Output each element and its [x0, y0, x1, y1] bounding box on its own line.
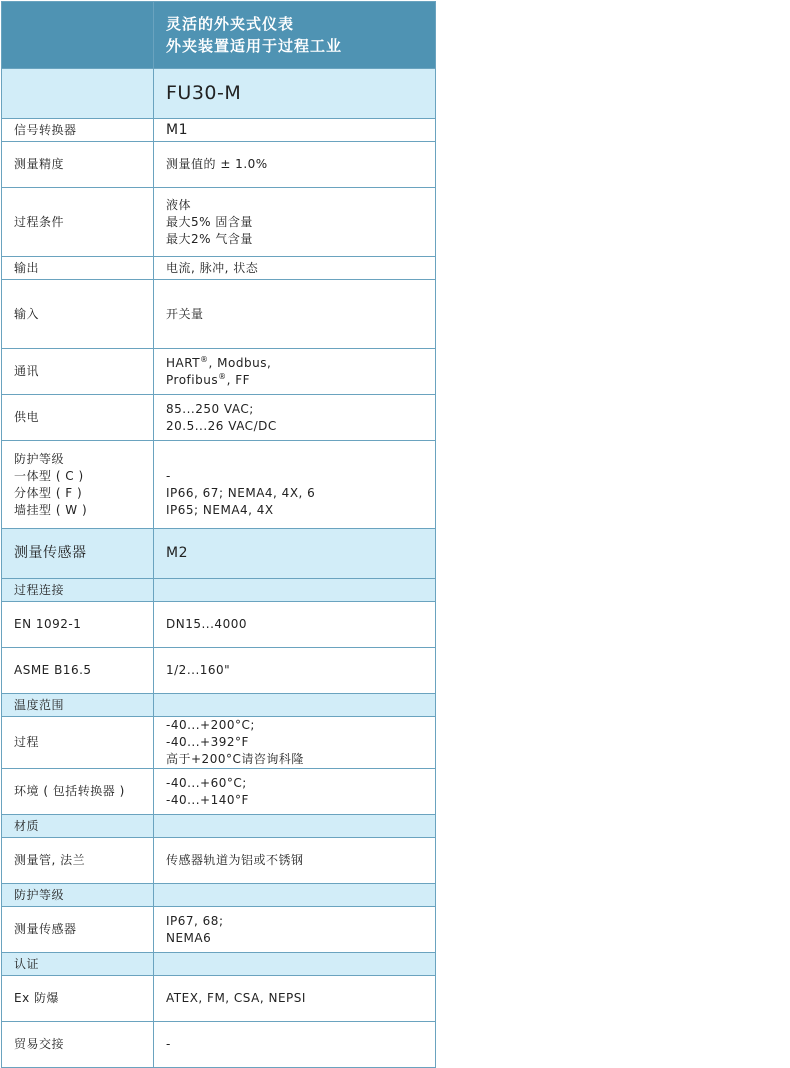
- row-label: 过程条件: [2, 188, 154, 257]
- row-label: 测量精度: [2, 142, 154, 188]
- row-value: 电流, 脉冲, 状态: [154, 257, 436, 280]
- row-value: 1/2...160": [154, 648, 436, 694]
- section-empty-cell: [154, 884, 436, 907]
- row-sensor: [2, 529, 436, 579]
- row-protection-sensor: [2, 907, 436, 953]
- row-custody: [2, 1022, 436, 1068]
- row-value: 85...250 VAC; 20.5...26 VAC/DC: [154, 395, 436, 441]
- row-label: 输出: [2, 257, 154, 280]
- row-ex: [2, 976, 436, 1022]
- row-temperature-range: [2, 694, 436, 717]
- row-value: IP67, 68; NEMA6: [154, 907, 436, 953]
- row-label: 过程: [2, 717, 154, 769]
- row-label: 防护等级 一体型 ( C ) 分体型 ( F ) 墙挂型 ( W ): [2, 441, 154, 529]
- row-label: 供电: [2, 395, 154, 441]
- row-tube-flange: [2, 838, 436, 884]
- section-empty-cell: [154, 815, 436, 838]
- registered-mark: ®: [218, 371, 227, 381]
- row-value: - IP66, 67; NEMA4, 4X, 6 IP65; NEMA4, 4X: [154, 441, 436, 529]
- section-empty-cell: [154, 694, 436, 717]
- model-name: FU30-M: [154, 69, 436, 119]
- row-label: 环境 ( 包括转换器 ): [2, 769, 154, 815]
- row-value: HART®, Modbus, Profibus®, FF: [154, 349, 436, 395]
- header-row: [2, 2, 436, 69]
- row-process-conditions: [2, 188, 436, 257]
- row-en1092: [2, 602, 436, 648]
- section-label: 材质: [2, 815, 154, 838]
- row-certification: [2, 953, 436, 976]
- row-value: 开关量: [154, 280, 436, 349]
- row-asme: [2, 648, 436, 694]
- row-value: 液体 最大5% 固含量 最大2% 气含量: [154, 188, 436, 257]
- row-value: DN15...4000: [154, 602, 436, 648]
- row-power: [2, 395, 436, 441]
- header-empty-cell: [2, 2, 154, 69]
- row-label: 测量传感器: [2, 529, 154, 579]
- row-communication: [2, 349, 436, 395]
- row-value: 测量值的 ± 1.0%: [154, 142, 436, 188]
- row-material: [2, 815, 436, 838]
- spec-table: [1, 1, 436, 1068]
- row-label: 输入: [2, 280, 154, 349]
- row-accuracy: [2, 142, 436, 188]
- row-label: 贸易交接: [2, 1022, 154, 1068]
- row-protection-converter: [2, 441, 436, 529]
- row-value: ATEX, FM, CSA, NEPSI: [154, 976, 436, 1022]
- section-label: 温度范围: [2, 694, 154, 717]
- model-empty-cell: [2, 69, 154, 119]
- section-label: 防护等级: [2, 884, 154, 907]
- section-label: 过程连接: [2, 579, 154, 602]
- row-ambient-temp: [2, 769, 436, 815]
- row-value: M1: [154, 119, 436, 142]
- row-label: 信号转换器: [2, 119, 154, 142]
- row-process-temp: [2, 717, 436, 769]
- row-protection-sensor-section: [2, 884, 436, 907]
- section-empty-cell: [154, 953, 436, 976]
- row-value: -40...+60°C; -40...+140°F: [154, 769, 436, 815]
- model-row: [2, 69, 436, 119]
- section-label: 认证: [2, 953, 154, 976]
- row-process-connection: [2, 579, 436, 602]
- row-label: Ex 防爆: [2, 976, 154, 1022]
- section-empty-cell: [154, 579, 436, 602]
- row-value: -40...+200°C; -40...+392°F 高于+200°C请咨询科隆: [154, 717, 436, 769]
- row-output: [2, 257, 436, 280]
- row-label: ASME B16.5: [2, 648, 154, 694]
- row-value: 传感器轨道为铝或不锈钢: [154, 838, 436, 884]
- row-label: 通讯: [2, 349, 154, 395]
- row-label: 测量管, 法兰: [2, 838, 154, 884]
- row-label: EN 1092-1: [2, 602, 154, 648]
- row-signal-converter: [2, 119, 436, 142]
- row-value: M2: [154, 529, 436, 579]
- row-value: -: [154, 1022, 436, 1068]
- row-label: 测量传感器: [2, 907, 154, 953]
- row-input: [2, 280, 436, 349]
- registered-mark: ®: [200, 354, 209, 364]
- header-title: 灵活的外夹式仪表 外夹装置适用于过程工业: [154, 2, 436, 69]
